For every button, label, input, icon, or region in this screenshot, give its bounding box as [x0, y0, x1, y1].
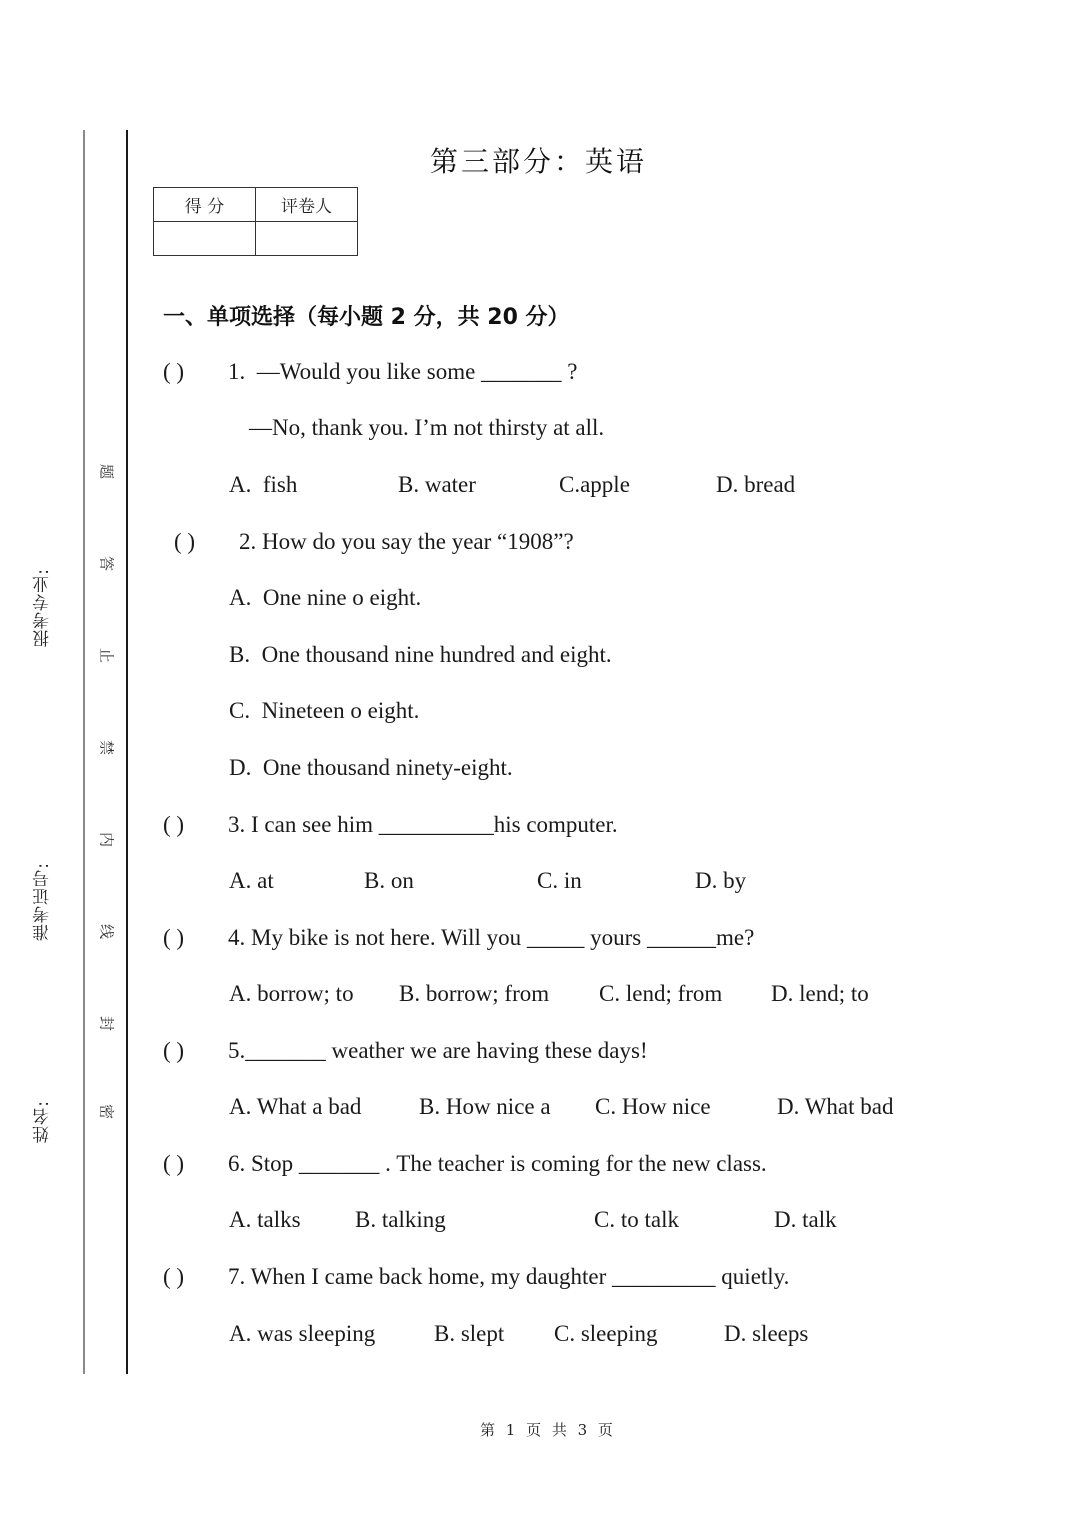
question-stem: 3. I can see him __________his computer.: [228, 812, 618, 837]
answer-paren[interactable]: ( ): [174, 529, 196, 554]
option: A. at: [229, 868, 274, 893]
option: A. borrow; to: [229, 981, 354, 1006]
answer-paren[interactable]: ( ): [163, 359, 185, 384]
option: D. sleeps: [724, 1321, 809, 1346]
seal-char: 内: [97, 831, 116, 847]
score-cell[interactable]: [154, 222, 256, 256]
seal-char: 封: [97, 1015, 116, 1031]
seal-char: 答: [97, 555, 116, 571]
seal-char: 禁: [97, 739, 116, 755]
question-stem: 6. Stop _______ . The teacher is coming for the new class.: [228, 1151, 767, 1176]
question-stem: 5._______ weather we are having these days!: [228, 1038, 648, 1063]
option: D. lend; to: [771, 981, 869, 1006]
option: B. on: [364, 868, 414, 893]
seal-char: 线: [97, 923, 116, 939]
option: D. by: [695, 868, 747, 893]
option: A. was sleeping: [229, 1321, 376, 1346]
option: D. bread: [716, 472, 796, 497]
answer-paren[interactable]: ( ): [163, 1264, 185, 1289]
option: D. What bad: [777, 1094, 894, 1119]
field-exam-id-label: 准考证号:: [33, 862, 53, 941]
option: B. water: [398, 472, 476, 497]
binding-line-outer: [83, 130, 85, 1374]
option: A. talks: [229, 1207, 301, 1232]
field-major-label: 报考专业:: [33, 568, 53, 647]
question-stem: 7. When I came back home, my daughter _________ quietly.: [228, 1264, 790, 1289]
option: B. slept: [434, 1321, 505, 1346]
answer-paren[interactable]: ( ): [163, 925, 185, 950]
option: C. lend; from: [599, 981, 723, 1006]
option: C.apple: [559, 472, 630, 497]
question-stem: 4. My bike is not here. Will you _____ yours ______me?: [228, 925, 755, 950]
option: A. One nine o eight.: [229, 585, 422, 610]
grader-header: 评卷人: [256, 188, 358, 222]
option: C. Nineteen o eight.: [229, 698, 420, 723]
option: D. One thousand ninety-eight.: [229, 755, 513, 780]
section-heading: 一、单项选择（每小题 2 分，共 20 分）: [163, 305, 570, 330]
score-table: [153, 187, 358, 256]
question-stem: 1. —Would you like some _______ ?: [228, 359, 578, 384]
grader-cell[interactable]: [256, 222, 358, 256]
answer-paren[interactable]: ( ): [163, 1151, 185, 1176]
answer-paren[interactable]: ( ): [163, 812, 185, 837]
option: C. to talk: [594, 1207, 679, 1232]
option: A. What a bad: [229, 1094, 362, 1119]
question-stem: 2. How do you say the year “1908”?: [239, 529, 574, 554]
option: D. talk: [774, 1207, 837, 1232]
seal-char: 密: [97, 1103, 116, 1119]
option: B. How nice a: [419, 1094, 551, 1119]
seal-char: 题: [97, 463, 116, 479]
option: C. in: [537, 868, 582, 893]
option: B. One thousand nine hundred and eight.: [229, 642, 612, 667]
binding-line-inner: [126, 130, 128, 1374]
score-header: 得 分: [154, 188, 256, 222]
page-title: 第三部分：英语: [430, 145, 648, 178]
option: A. fish: [229, 472, 298, 497]
option: C. How nice: [595, 1094, 711, 1119]
option: C. sleeping: [554, 1321, 658, 1346]
page-number: 第 1 页 共 3 页: [480, 1421, 613, 1439]
seal-char: 止: [97, 647, 116, 663]
field-name-label: 姓名:: [33, 1100, 53, 1143]
answer-paren[interactable]: ( ): [163, 1038, 185, 1063]
option: B. talking: [355, 1207, 446, 1232]
question-stem-line2: —No, thank you. I’m not thirsty at all.: [249, 415, 605, 440]
option: B. borrow; from: [399, 981, 550, 1006]
